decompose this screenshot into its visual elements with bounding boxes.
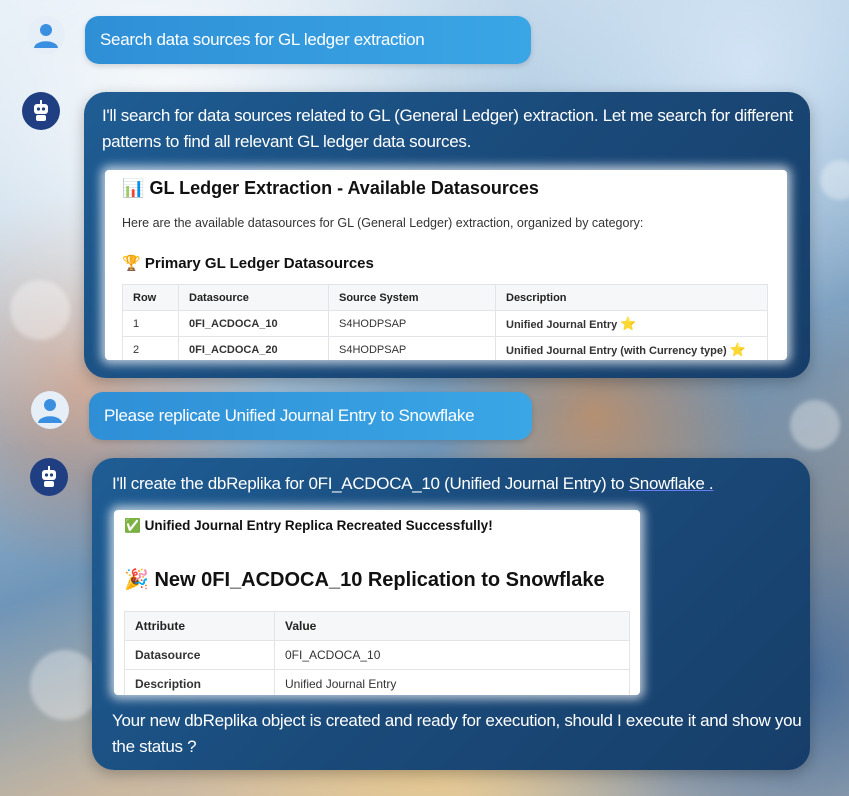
column-header: Row (123, 285, 179, 311)
bokeh-light (820, 160, 849, 200)
attribute-cell: Datasource (125, 641, 275, 670)
attribute-cell: Description (125, 670, 275, 696)
table-header-row (125, 612, 630, 641)
table-row (123, 337, 768, 361)
description-cell: Unified Journal Entry (with Currency type) ⭐ (496, 337, 768, 361)
datasource-result-card (105, 170, 787, 360)
user-avatar (31, 391, 69, 429)
user-icon (31, 20, 61, 50)
value-cell: 0FI_ACDOCA_10 (275, 641, 630, 670)
user-avatar (27, 16, 65, 54)
column-header: Value (275, 612, 630, 641)
bar-chart-icon: 📊 (122, 178, 145, 198)
user-message-text: Please replicate Unified Journal Entry to Snowflake (104, 406, 475, 425)
datasource-cell: 0FI_ACDOCA_20 (179, 337, 329, 361)
party-icon: 🎉 (124, 569, 149, 591)
table-row (123, 311, 768, 337)
row-number: 2 (123, 337, 179, 361)
source-system-cell: S4HODPSAP (329, 337, 496, 361)
table-row (125, 641, 630, 670)
card-title: 🎉 New 0FI_ACDOCA_10 Replication to Snowflake (124, 569, 605, 591)
value-cell: Unified Journal Entry (275, 670, 630, 696)
section-title: 🏆 Primary GL Ledger Datasources (122, 255, 374, 272)
user-message-bubble (89, 392, 532, 440)
success-message: ✅ Unified Journal Entry Replica Recreated Successfully! (124, 518, 493, 533)
column-header: Source System (329, 285, 496, 311)
table-header-row (123, 285, 768, 311)
row-number: 1 (123, 311, 179, 337)
robot-icon (37, 465, 61, 489)
bokeh-light (10, 280, 70, 340)
replica-result-card (114, 510, 640, 695)
card-title: 📊 GL Ledger Extraction - Available Datasources (122, 178, 539, 198)
bot-avatar (30, 458, 68, 496)
card-subtitle: Here are the available datasources for GL (General Ledger) extraction, organized by category: (122, 216, 644, 230)
robot-icon (29, 99, 53, 123)
trophy-icon: 🏆 (122, 255, 141, 272)
bot-message-text: I'll search for data sources related to GL (General Ledger) extraction. Let me search for different patterns to find all relevant GL ledger data sources. (102, 106, 793, 151)
snowflake-link[interactable]: Snowflake . (628, 474, 714, 493)
column-header: Description (496, 285, 768, 311)
star-icon: ⭐ (729, 341, 746, 357)
source-system-cell: S4HODPSAP (329, 311, 496, 337)
bot-message-bubble (84, 92, 810, 378)
check-icon: ✅ (124, 518, 141, 533)
description-cell: Unified Journal Entry ⭐ (496, 311, 768, 337)
column-header: Datasource (179, 285, 329, 311)
datasource-cell: 0FI_ACDOCA_10 (179, 311, 329, 337)
user-icon (35, 395, 65, 425)
user-message-text: Search data sources for GL ledger extraction (100, 30, 425, 49)
star-icon: ⭐ (620, 315, 637, 331)
column-header: Attribute (125, 612, 275, 641)
datasource-table (122, 284, 768, 360)
bot-avatar (22, 92, 60, 130)
user-message-bubble (85, 16, 531, 64)
replica-attributes-table (124, 611, 630, 695)
bot-message-bubble (92, 458, 810, 770)
bokeh-light (30, 650, 100, 720)
bot-followup-text: Your new dbReplika object is created and ready for execution, should I execute it and show you the status ? (112, 711, 802, 756)
bot-message-text: I'll create the dbReplika for 0FI_ACDOCA_10 (Unified Journal Entry) to Snowflake . (112, 474, 714, 493)
bokeh-light (790, 400, 840, 450)
table-row (125, 670, 630, 696)
